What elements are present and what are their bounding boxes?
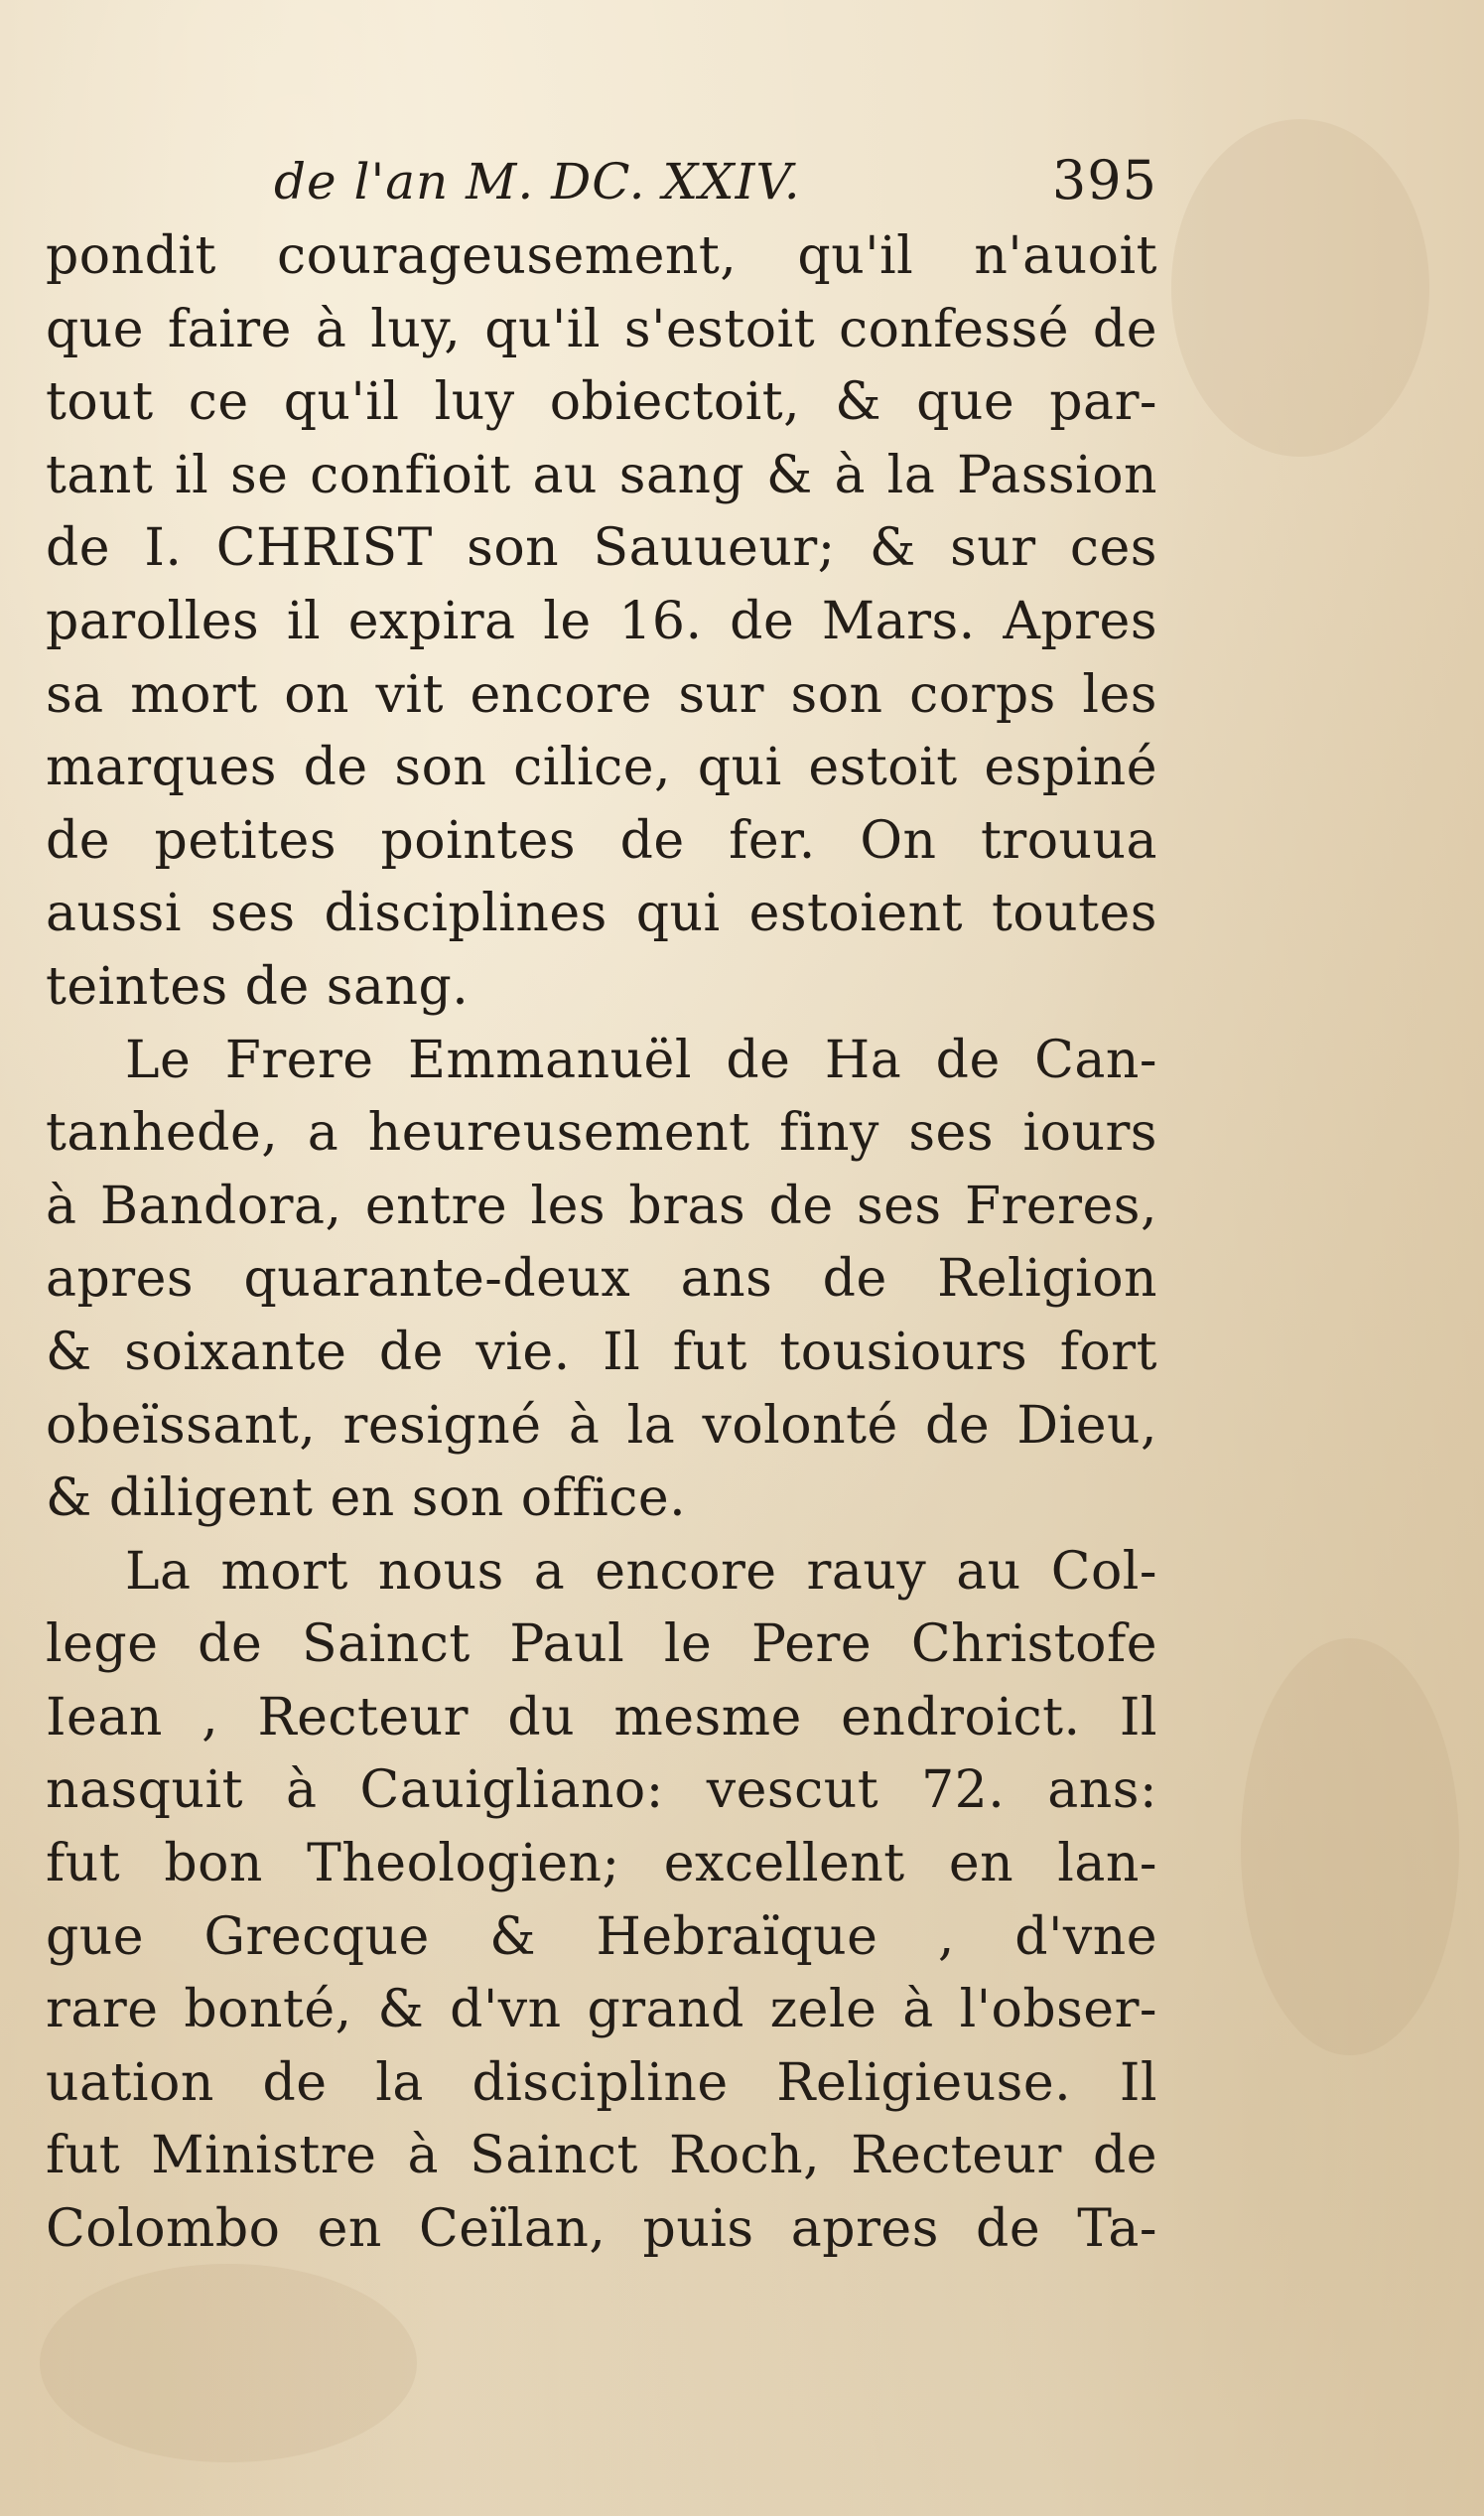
text-line: que faire à luy, qu'il s'estoit confessé de [46,299,1157,359]
text-line: sa mort on vit encore sur son corps les [46,664,1157,725]
paper-stain [1171,119,1429,457]
text-line: gue Grecque & Hebraïque , d'vne [46,1906,1157,1967]
text-line: & diligent en son office. [46,1468,687,1529]
text-line: de I. CHRIST son Sauueur; & sur ces [46,518,1157,579]
text-line: lege de Sainct Paul le Pere Christofe [46,1614,1157,1675]
text-line: parolles il expira le 16. de Mars. Apres [46,591,1157,651]
text-line: pondit courageusement, qu'il n'auoit [46,226,1157,286]
page-number: 395 [1051,149,1157,211]
text-line: La mort nous a encore rauy au Col- [125,1541,1157,1602]
page-text [46,149,1157,2267]
running-head-title: de l'an M. DC. XXIV. [274,153,801,210]
text-line: tout ce qu'il luy obiectoit, & que par- [46,372,1157,433]
text-line: teintes de sang. [46,956,470,1017]
text-line: marques de son cilice, qui estoit espiné [46,738,1157,798]
text-line: fut bon Theologien; excellent en lan- [46,1834,1157,1894]
text-line: rare bonté, & d'vn grand zele à l'obser- [46,1980,1157,2040]
text-line: & soixante de vie. Il fut tousiours fort [46,1322,1157,1382]
text-line: apres quarante-deux ans de Religion [46,1249,1157,1310]
text-line: aussi ses disciplines qui estoient toutes [46,884,1157,944]
text-line: nasquit à Cauigliano: vescut 72. ans: [46,1760,1157,1821]
running-head [46,149,1157,220]
text-line: de petites pointes de fer. On trouua [46,810,1157,871]
text-line: Le Frere Emmanuël de Ha de Can- [125,1030,1157,1090]
text-line: tanhede, a heureusement finy ses iours [46,1103,1157,1164]
text-line: Colombo en Ceïlan, puis apres de Ta- [46,2199,1157,2260]
text-line: Iean , Recteur du mesme endroict. Il [46,1687,1157,1747]
text-line: uation de la discipline Religieuse. Il [46,2052,1157,2113]
text-line: tant il se confioit au sang & à la Passion [46,445,1157,505]
text-line: obeïssant, resigné à la volonté de Dieu, [46,1395,1157,1456]
paper-stain [1241,1638,1459,2055]
text-line: fut Ministre à Sainct Roch, Recteur de [46,2126,1157,2186]
body-text [46,220,1157,2267]
text-line: à Bandora, entre les bras de ses Freres, [46,1176,1157,1236]
paper-stain [40,2264,417,2462]
